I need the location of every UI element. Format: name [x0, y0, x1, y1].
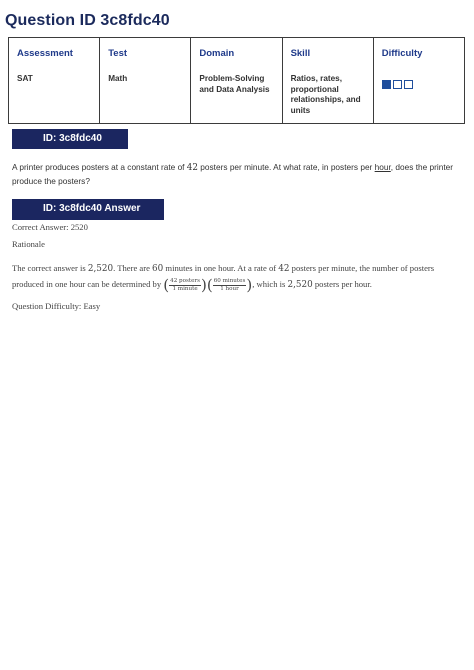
- rationale-segment: The correct answer is: [12, 263, 88, 273]
- skill-line: proportional: [290, 84, 339, 94]
- domain-line: Problem-Solving: [199, 74, 265, 83]
- question-text-segment: A printer produces posters at a constant rate of: [12, 162, 187, 172]
- rationale-text: [12, 261, 464, 293]
- rationale-segment: minutes in one hour. At a rate of: [163, 263, 279, 273]
- rationale-segment: posters per hour.: [312, 279, 372, 289]
- close-paren: ): [200, 276, 207, 295]
- fraction-posters-per-minute: [169, 278, 201, 293]
- test-value: Math: [108, 74, 128, 83]
- rationale-segment: posters per minute, the number of posters produced in one hour can be determined by: [12, 263, 435, 289]
- skill-line: units: [290, 105, 311, 115]
- skill-line: relationships, and: [290, 95, 361, 104]
- question-text-segment: , does the printer produce the posters?: [12, 162, 454, 186]
- skill-cell: [282, 38, 373, 124]
- fraction-denominator: 1 hour: [220, 285, 239, 292]
- difficulty-indicator: [382, 76, 456, 94]
- rationale-answer-number: 2,520: [287, 280, 313, 290]
- question-metadata-table: [8, 37, 465, 124]
- domain-cell: [191, 38, 282, 124]
- difficulty-square-empty: [404, 80, 413, 89]
- rationale-segment: . There are: [113, 263, 153, 273]
- rationale-number: 42: [278, 264, 290, 274]
- page-title: Question ID 3c8fdc40: [5, 12, 170, 29]
- domain-header: Domain: [199, 48, 235, 59]
- fraction-minutes-per-hour: [213, 278, 247, 293]
- question-text-segment: posters per minute. At what rate, in posters per: [198, 162, 375, 172]
- difficulty-cell: [373, 38, 464, 124]
- difficulty-square-filled: [382, 80, 391, 89]
- question-underlined-word: hour: [374, 162, 391, 172]
- answer-id-bar: ID: 3c8fdc40 Answer: [12, 199, 164, 220]
- question-difficulty: Question Difficulty: Easy: [12, 301, 101, 311]
- domain-value: [199, 74, 273, 95]
- skill-header: Skill: [290, 48, 311, 59]
- skill-line: Ratios, rates,: [290, 74, 342, 83]
- domain-line: and Data Analysis: [199, 84, 270, 94]
- question-text: [12, 161, 464, 187]
- fraction-numerator: 42 posters: [170, 277, 200, 284]
- rationale-segment: , which is: [252, 279, 288, 289]
- question-rate-number: 42: [186, 163, 198, 173]
- rationale-number: 60: [152, 264, 164, 274]
- rationale-label: Rationale: [12, 239, 45, 249]
- assessment-cell: [9, 38, 100, 124]
- skill-value: [291, 74, 365, 116]
- rationale-answer-number: 2,520: [87, 264, 114, 274]
- open-paren: (: [163, 276, 170, 295]
- test-header: Test: [108, 48, 128, 59]
- difficulty-header: Difficulty: [381, 48, 423, 59]
- test-cell: [100, 38, 191, 124]
- fraction-denominator: 1 minute: [172, 285, 198, 292]
- question-id-bar: ID: 3c8fdc40: [12, 129, 128, 149]
- assessment-value: SAT: [17, 74, 33, 83]
- difficulty-square-empty: [393, 80, 402, 89]
- correct-answer: Correct Answer: 2520: [12, 222, 88, 232]
- fraction-numerator: 60 minutes: [213, 277, 246, 284]
- open-paren: (: [206, 276, 213, 295]
- close-paren: ): [246, 276, 253, 295]
- assessment-header: Assessment: [17, 48, 73, 59]
